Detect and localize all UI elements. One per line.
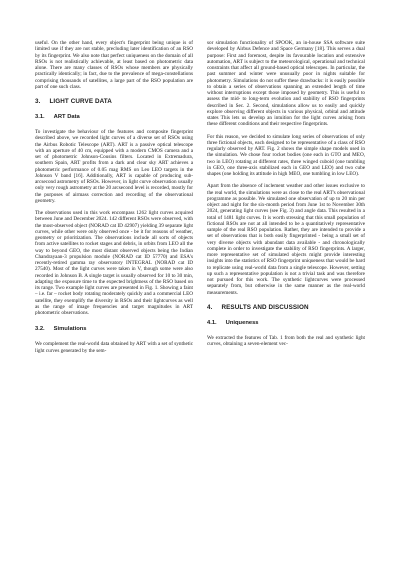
paragraph-simulated-objects: For this reason, we decided to simulate long series of observations of only three fictional objects, each designed to be representative of a class of RSO regularly observed by ART. Fig. 2 shows the simple shape models used in the simulation. We chose four rocket bodies (one each in GTO and MEO, two in LEO) rotating at different rates, three winged cuboid (one tumbling in GEO, one three-axis stabilized each in GEO and LEO) and two cube shapes (one holding its attitude in high MEO, one tumbling in low LEO). — [207, 133, 365, 177]
paragraph-spook-simulation: sor simulation functionality of SPOOK, an in-house SSA software suite developed by Airbus Defence and Space Germany [18]. This serves a dual purpose: First and foremost, despite its favourable location and extensive automation, ART is subject to the meteorological, operational and technical constraints that affect all ground-based optical telescopes. In particular, the past summer and winter were unusually poor in nights suitable for photometry. Simulations do not suffer these drawbacks: it is easily possible to obtain a series of observations spanning an extended length of time without interruptions except those imposed by geometry. This is useful to assess the mid- to long-term evolution and stability of RSO fingerprints described in Sec. 2. Second, simulations allow us to easily and quickly explore observing different objects in various physical, orbital and attitude states This lets us develop an intuition for the light curves arising from these different conditions and their respective fingerprints. — [207, 40, 365, 128]
paragraph-art-observations: The observations used in this work encompass 1262 light curves acquired between June and December 2024. 142 different RSOs were observed, with the most-observed object (NORAD cat ID 42907) yielding 39 separate light curves, while other were only observed once - be it for reasons of weather, geometry or prioritization. The observations include all sorts of objects from active satellites to rocket stages and debris, in orbits from LEO all the way to beyond GEO, the most distant observed objects being the Indian Chandrayaan-3 propulsion module (NORAD cat ID 57770) and ESA's recently-retired gamma ray observatory INTEGRAL (NORAD cat ID 27540). Most of the light curves were taken in V, though some were also recorded in Johnson B. A single target is usually observed for 10 to 30 min, adapting the exposure time to the expected brightness of the RSO based on its range. Two example light curves are presented in Fig. 1. Showing a faint – i.e. far – rocket body rotating moderately quickly and a commercial LEO satellite, they exemplify the diversity in RSOs and their lightcurves as well as the range of image frequencies and target magnitudes in ART photometric observations. — [35, 210, 193, 316]
section-heading-light-curve-data — [35, 98, 193, 105]
paragraph-uniqueness-intro: useful. On the other hand, every object's fingerprint being unique is of limited use if they are not stable, precluding later identification of an RSO by its fingerprint. We also note that perfect uniqueness on the domain of all RSOs is not realistically achievable, at least based on photometric data alone. There are many classes of RSOs whose members are physically practically identically; in fact, due to the prevalence of mega-constellations comprising thousands of satellites, a large part of the RSO population are part of one such class. — [35, 40, 193, 90]
left-column — [35, 40, 193, 360]
right-column — [207, 40, 365, 353]
section-number: 3. — [35, 98, 41, 105]
section-title: LIGHT CURVE DATA — [49, 98, 112, 105]
subsection-number: 3.1. — [35, 114, 45, 120]
section-heading-results — [207, 304, 365, 311]
subsection-number: 4.1. — [207, 319, 217, 326]
section-title: RESULTS AND DISCUSSION — [221, 303, 309, 311]
subsection-number: 3.2. — [35, 326, 45, 333]
paragraph-simulation-details: Apart from the absence of inclement weather and other issues exclusive to the real world, the simulations were as close to the real ART's observational programme as possible. We simulated one observation of up to 20 min per object and night for the six-month period from June 1st to November 30th 2024, generating light curves (see Fig. 3) and angle data. This resulted in a total of 1481 light curves. It is worth stressing that this small population of fictional RSOs are not at all intended to be a quantitatively representative sample of the real RSO population. Rather, they are intended to provide a set of observations that is both easily fingerprinted - being a small set of very diverse objects with abundant data available - and chronologically complete in order to investigate the stability of RSO fingerprints. A larger, more representative set of simulated objects might provide interesting insights into the statistics of RSO fingerprint uniqueness that would be hard to replicate using real-world data from a single telescope. However, setting up such a representative population is not a trivial task and was therefore not pursued for this work. The synthetic lightcurves were processed separately from, but otherwise in the same manner as the real-world measurements. — [207, 183, 365, 296]
paragraph-art-telescope: To investigate the behaviour of the features and composite fingerprint described above, we recorded light curves of a diverse set of RSOs using the Airbus Robotic Telescope (ART). ART is a passive optical telescope with an aperture of 40 cm, equipped with a modern CMOS camera and a set of photometric Johnson-Cousins filters. Located in Extremadura, southern Spain, ART profits from a dark and clear sky ART achieves a photometric performance of 0.05 mag RMS on Leo LEO targets in the Johnson V band [16]. Additionally, ART is capable of producing sub-arcsecond astrometry of RSOs. However, in light curve observation usually only very rough astrometry at the 20 arcsecond level is recorded, mostly for the purposes of airmass correction and recording of the observational geometry. — [35, 129, 193, 204]
paragraph-feature-extraction: We extracted the features of Tab. 1 from both the real and synthetic light curves, obtaining a seven-element vec- — [207, 334, 365, 347]
subsection-title: Uniqueness — [225, 319, 259, 326]
subsection-heading-art-data — [35, 114, 193, 121]
section-number: 4. — [207, 303, 213, 311]
subsection-title: ART Data — [53, 114, 80, 120]
subsection-title: Simulations — [53, 326, 87, 333]
subsection-heading-uniqueness — [207, 320, 365, 327]
subsection-heading-simulations — [35, 326, 193, 333]
paragraph-simulations-start: We complement the real-world data obtained by ART with a set of synthetic light curves generated by the sem- — [35, 341, 193, 354]
